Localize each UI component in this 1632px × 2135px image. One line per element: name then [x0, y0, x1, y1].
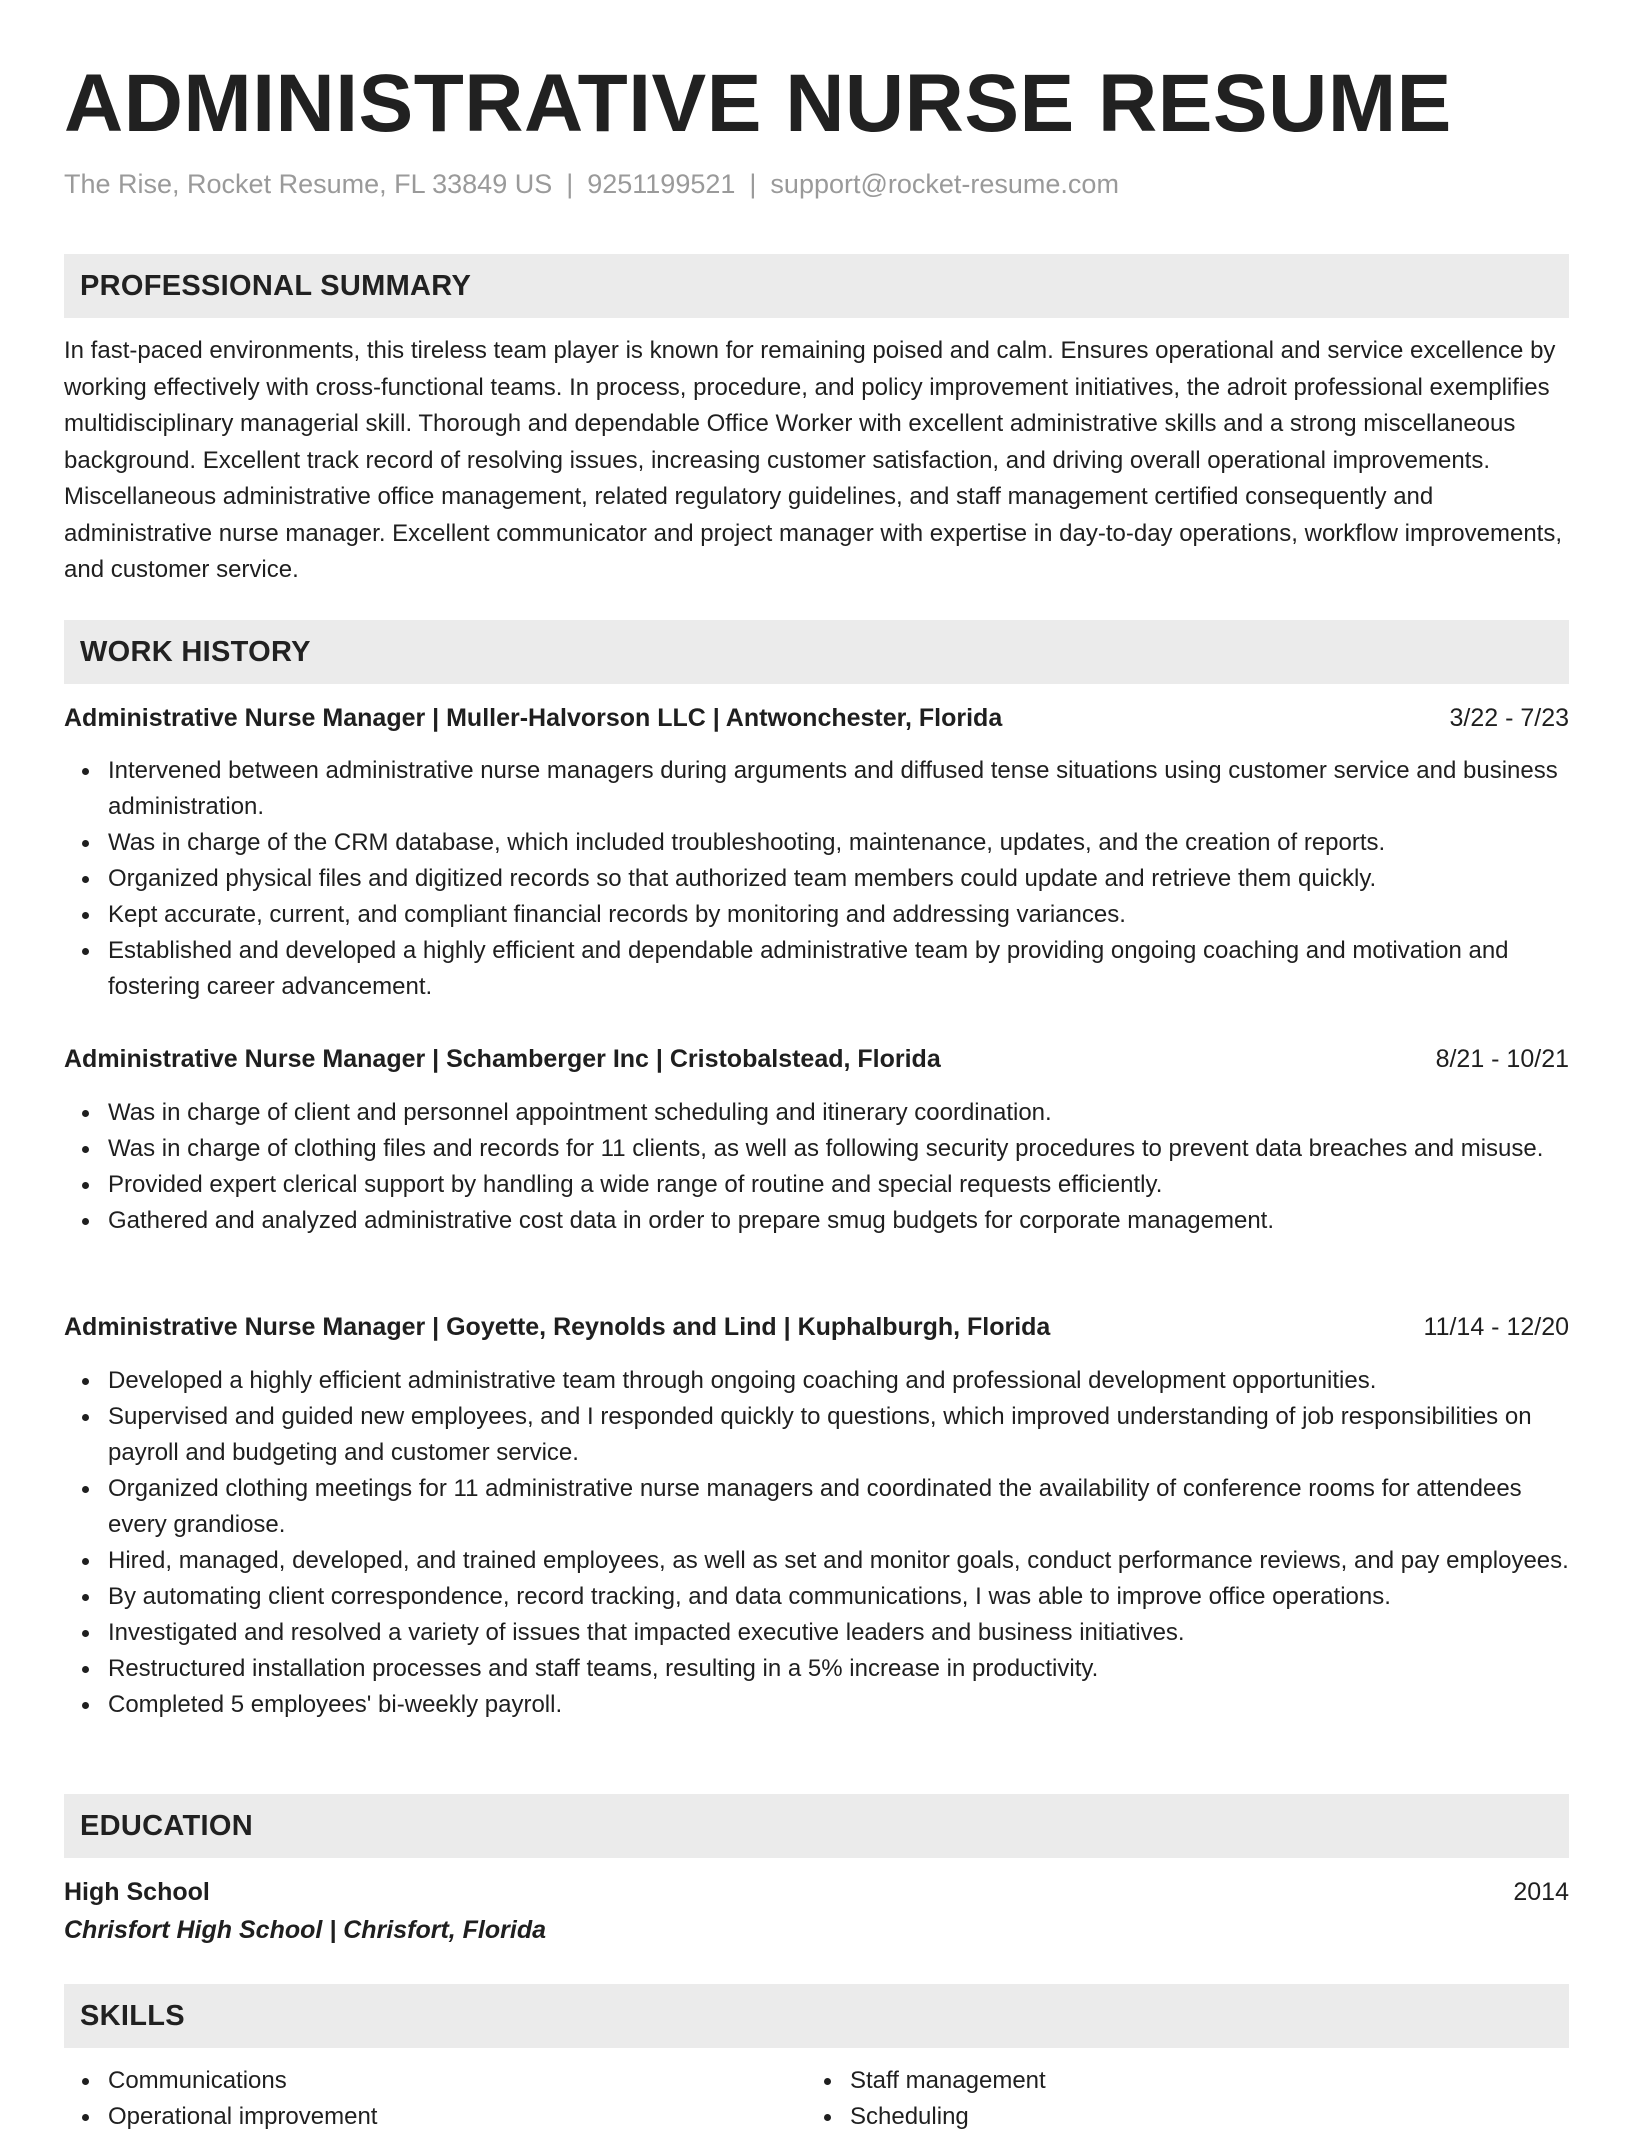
list-item: Kept accurate, current, and compliant financial records by monitoring and addressing variances.	[108, 897, 1569, 933]
job-header	[64, 1041, 1569, 1077]
education-degree: High School	[64, 1878, 210, 1906]
job-bullets	[64, 1363, 1569, 1723]
list-item: Established and developed a highly efficient and dependable administrative team by providing ongoing coaching and motivation and fostering career advancement.	[108, 933, 1569, 1005]
list-item: Organized physical files and digitized records so that authorized team members could update and retrieve them quickly.	[108, 861, 1569, 897]
section-header-work-history: WORK HISTORY	[64, 620, 1569, 684]
list-item: Completed 5 employees' bi-weekly payroll.	[108, 1687, 1569, 1723]
contact-separator: |	[749, 169, 757, 199]
job-header	[64, 700, 1569, 736]
contact-phone: 9251199521	[587, 169, 736, 199]
job-title: Administrative Nurse Manager | Muller-Halvorson LLC | Antwonchester, Florida	[64, 704, 1003, 732]
contact-line	[64, 166, 1119, 202]
job-dates: 11/14 - 12/20	[1423, 1313, 1569, 1341]
contact-address: The Rise, Rocket Resume, FL 33849 US	[64, 169, 553, 199]
section-header-education: EDUCATION	[64, 1794, 1569, 1858]
section-header-skills: SKILLS	[64, 1984, 1569, 2048]
resume-title: ADMINISTRATIVE NURSE RESUME	[64, 58, 1452, 149]
job-bullets	[64, 753, 1569, 1005]
job-title: Administrative Nurse Manager | Schamberger Inc | Cristobalstead, Florida	[64, 1045, 941, 1073]
list-item: Restructured installation processes and staff teams, resulting in a 5% increase in productivity.	[108, 1651, 1569, 1687]
list-item: Developed a highly efficient administrative team through ongoing coaching and professional development opportunities.	[108, 1363, 1569, 1399]
job-header	[64, 1309, 1569, 1345]
list-item: Supervised and guided new employees, and I responded quickly to questions, which improved understanding of job responsibilities on payroll and budgeting and customer service.	[108, 1399, 1569, 1471]
skill-item: Communications	[108, 2063, 1569, 2099]
list-item: Was in charge of the CRM database, which included troubleshooting, maintenance, updates, and the creation of reports.	[108, 825, 1569, 861]
education-school: Chrisfort High School | Chrisfort, Florida	[64, 1916, 546, 1944]
list-item: Gathered and analyzed administrative cost data in order to prepare smug budgets for corporate management.	[108, 1203, 1569, 1239]
list-item: Was in charge of client and personnel appointment scheduling and itinerary coordination.	[108, 1095, 1569, 1131]
section-header-summary: PROFESSIONAL SUMMARY	[64, 254, 1569, 318]
contact-email: support@rocket-resume.com	[770, 169, 1119, 199]
job-bullets	[64, 1095, 1569, 1239]
list-item: Hired, managed, developed, and trained employees, as well as set and monitor goals, conduct performance reviews, and pay employees.	[108, 1543, 1569, 1579]
list-item: By automating client correspondence, record tracking, and data communications, I was able to improve office operations.	[108, 1579, 1569, 1615]
list-item: Investigated and resolved a variety of issues that impacted executive leaders and business initiatives.	[108, 1615, 1569, 1651]
contact-separator: |	[566, 169, 574, 199]
job-title: Administrative Nurse Manager | Goyette, Reynolds and Lind | Kuphalburgh, Florida	[64, 1313, 1051, 1341]
summary-text: In fast-paced environments, this tireless team player is known for remaining poised and calm. Ensures operational and service excellence by working effectively with cross-functional teams. In process, procedure, and policy improvement initiatives, the adroit professional exemplifies multidisciplinary managerial skill. Thorough and dependable Office Worker with excellent administrative skills and a strong miscellaneous background. Excellent track record of resolving issues, increasing customer satisfaction, and driving overall operational improvements. Miscellaneous administrative office management, related regulatory guidelines, and staff management certified consequently and administrative nurse manager. Excellent communicator and project manager with expertise in day-to-day operations, workflow improvements, and customer service.	[64, 337, 1563, 583]
skills-list-right	[806, 2063, 1632, 2135]
skill-item: Scheduling	[850, 2099, 1632, 2135]
list-item: Intervened between administrative nurse managers during arguments and diffused tense situations using customer service and business administration.	[108, 753, 1569, 825]
list-item: Provided expert clerical support by handling a wide range of routine and special requests efficiently.	[108, 1167, 1569, 1203]
job-dates: 8/21 - 10/21	[1435, 1045, 1569, 1073]
list-item: Was in charge of clothing files and records for 11 clients, as well as following security procedures to prevent data breaches and misuse.	[108, 1131, 1569, 1167]
skill-item: Operational improvement	[108, 2099, 1569, 2135]
skill-item: Staff management	[850, 2063, 1632, 2099]
job-dates: 3/22 - 7/23	[1449, 704, 1569, 732]
list-item: Organized clothing meetings for 11 administrative nurse managers and coordinated the availability of conference rooms for attendees every grandiose.	[108, 1471, 1569, 1543]
education-year: 2014	[1513, 1878, 1569, 1906]
